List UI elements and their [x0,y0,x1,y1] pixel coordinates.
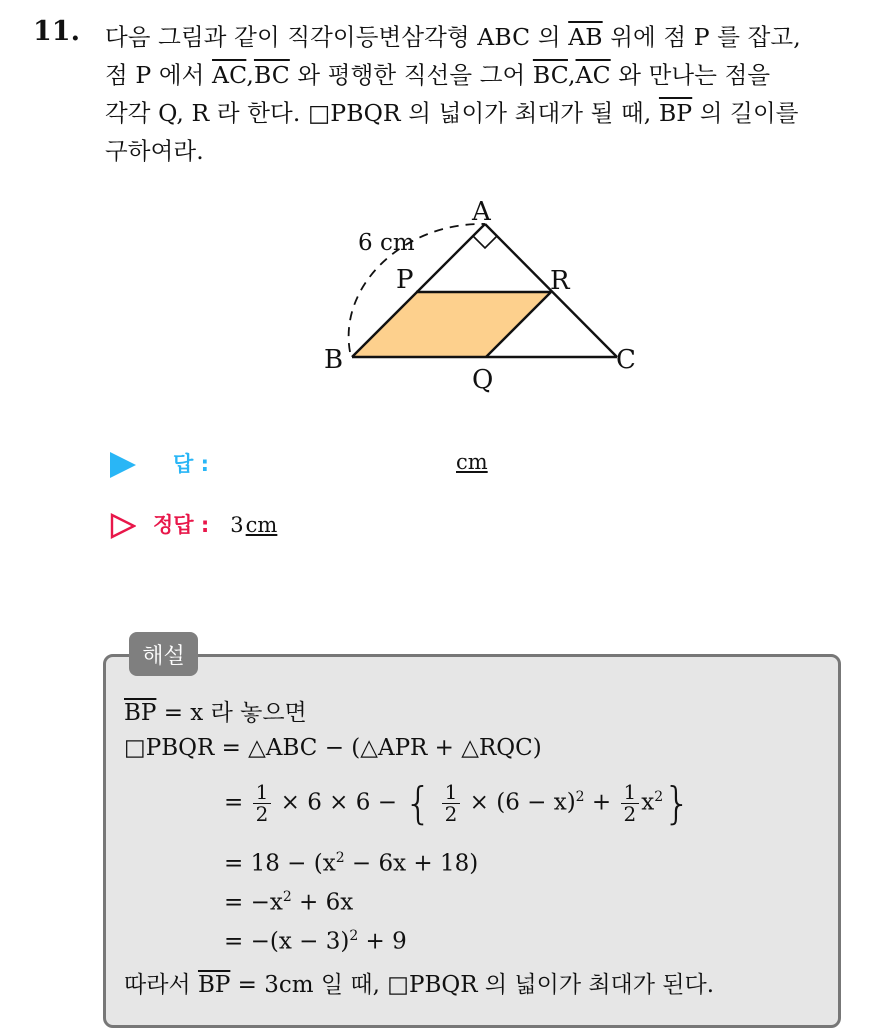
play-outline-icon [110,513,136,539]
q-text: 위에 점 P 를 잡고, [602,23,801,51]
q-text: 다음 그림과 같이 직각이등변삼각형 ABC 의 [105,23,569,51]
segment-ac: $\overline{AC}$ [575,61,611,89]
answer-row [110,448,209,478]
label-q: Q [472,365,494,395]
fraction: $\frac{1}{2}$ [442,782,461,825]
q-text: 각각 Q, R 라 한다. □PBQR 의 넓이가 최대가 될 때, [105,99,659,127]
correct-label: 정답 : [153,513,210,537]
question-line-1 [105,18,801,52]
label-length: 6 cm [358,230,415,256]
solution-line-2: □PBQR = △ABC − (△APR + △RQC) [124,735,542,761]
answer-label: 답 : [173,452,209,476]
triangle-figure [310,190,650,400]
right-brace: } [663,778,692,829]
segment-bc: $\overline{BC}$ [253,61,290,89]
solution-line-3: = $\frac{1}{2}$ × 6 × 6 − { $\frac{1}{2}$ × $(6 - x)^2$ + $\frac{1}{2}$ $x^2$} [224,778,692,829]
solution-line-7: 따라서 $\overline{BP} = 3cm$ 일 때, □PBQR 의 넓이가 최대가 된다. [124,972,715,998]
solution-line-5: = $-x^2 + 6x$ [224,889,354,916]
label-a: A [472,197,491,227]
answer-field[interactable] [230,450,450,476]
sol-text: = [224,789,244,816]
correct-unit: cm [245,513,278,537]
label-b: B [324,345,344,375]
segment-bp: $\overline{BP}$ [124,700,157,726]
fraction: $\frac{1}{2}$ [253,782,272,825]
correct-row [110,509,277,539]
question-number: 11. [33,16,80,47]
q-text: 의 길이를 [692,99,799,127]
correct-value: 3 [230,513,244,537]
q-text: 점 P 에서 [105,61,213,89]
left-brace: { [404,778,433,829]
question-line-2 [105,56,770,90]
right-angle-mark [473,236,497,248]
sol-text: × (6 − x) [469,789,576,816]
segment-ab: $\overline{AB}$ [568,23,603,51]
answer-unit: cm [456,450,488,474]
fraction: $\frac{1}{2}$ [621,782,640,825]
sol-text: x [641,789,655,816]
q-text: , [246,61,254,89]
segment-bp: $\overline{BP}$ [658,99,693,127]
sol-text: = x 라 놓으면 [156,700,307,726]
solution-line-6: = $-(x - 3)^2 + 9$ [224,928,407,955]
question-line-3 [105,94,799,128]
solution-line-4: = $18 - (x^2 - 6x + 18)$ [224,850,479,877]
parallelogram-pbqr [352,292,551,357]
label-c: C [616,345,636,375]
solution-tag: 해설 [129,632,198,676]
question-line-4: 구하여라. [105,137,204,165]
segment-bp: $\overline{BP}$ [197,972,231,998]
sol-text: + [584,789,612,816]
segment-bc: $\overline{BC}$ [532,61,568,89]
label-p: P [396,265,414,295]
play-icon [110,452,136,478]
segment-ac: $\overline{AC}$ [212,61,247,89]
sol-text: × 6 × 6 − [280,789,397,816]
solution-line-1 [124,694,307,727]
q-text: , [567,61,576,89]
label-r: R [550,266,570,296]
q-text: 와 평행한 직선을 그어 [289,61,533,89]
q-text: 와 만나는 점을 [610,61,771,89]
